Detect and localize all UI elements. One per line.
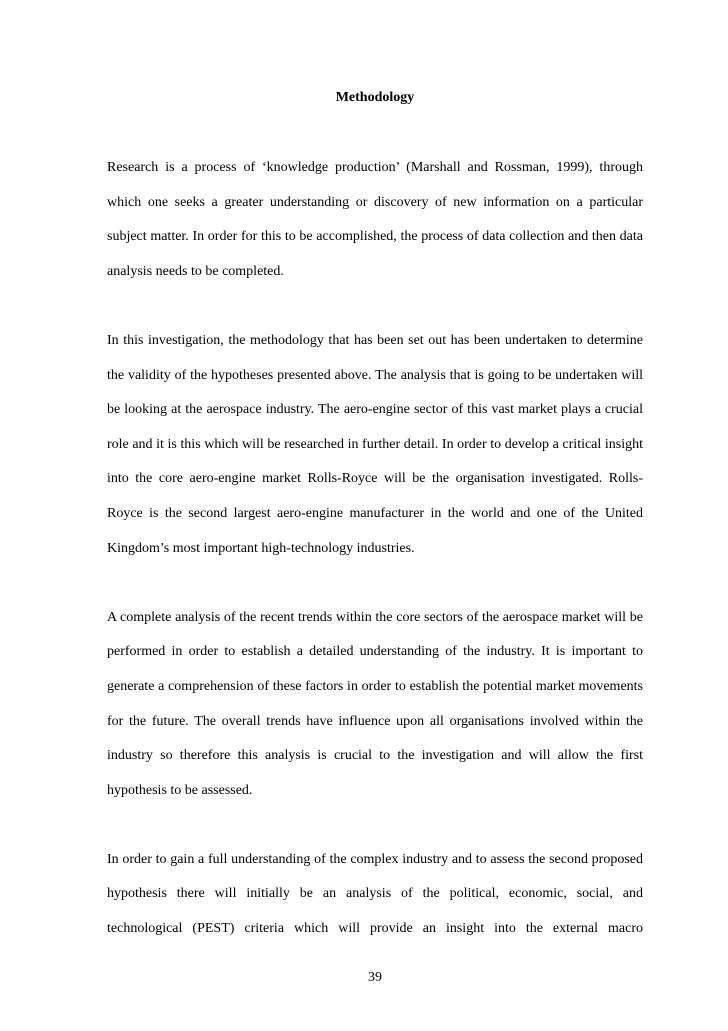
body-text <box>107 151 643 947</box>
page-number: 39 <box>368 970 382 985</box>
paragraph-4: In order to gain a full understanding of the complex industry and to assess the second proposed hypothesis there will initially be an analysis of the political, economic, social, and technological (PEST) criteria which will provide an insight into the external macro <box>107 851 643 937</box>
paragraph-1: Research is a process of ‘knowledge production’ (Marshall and Rossman, 1999), through which one seeks a greater understanding or discovery of new information on a particular subject matter. In order for this to be accomplished, the process of data collection and then data analysis needs to be completed. <box>107 160 643 279</box>
paragraph-3: A complete analysis of the recent trends within the core sectors of the aerospace market will be performed in order to establish a detailed understanding of the industry. It is important to generate a comprehension of these factors in order to establish the potential market movements for the future. The overall trends have influence upon all organisations involved within the industry so therefore this analysis is crucial to the investigation and will allow the first hypothesis to be assessed. <box>107 609 643 798</box>
paragraph-2: In this investigation, the methodology that has been set out has been undertaken to determine the validity of the hypotheses presented above. The analysis that is going to be undertaken will be looking at the aerospace industry. The aero-engine sector of this vast market plays a crucial role and it is this which will be researched in further detail. In order to develop a critical insight into the core aero-engine market Rolls-Royce will be the organisation investigated. Rolls-Royce is the second largest aero-engine manufacturer in the world and one of the United Kingdom’s most important high-technology industries. <box>107 332 643 556</box>
page-title: Methodology <box>335 90 415 105</box>
